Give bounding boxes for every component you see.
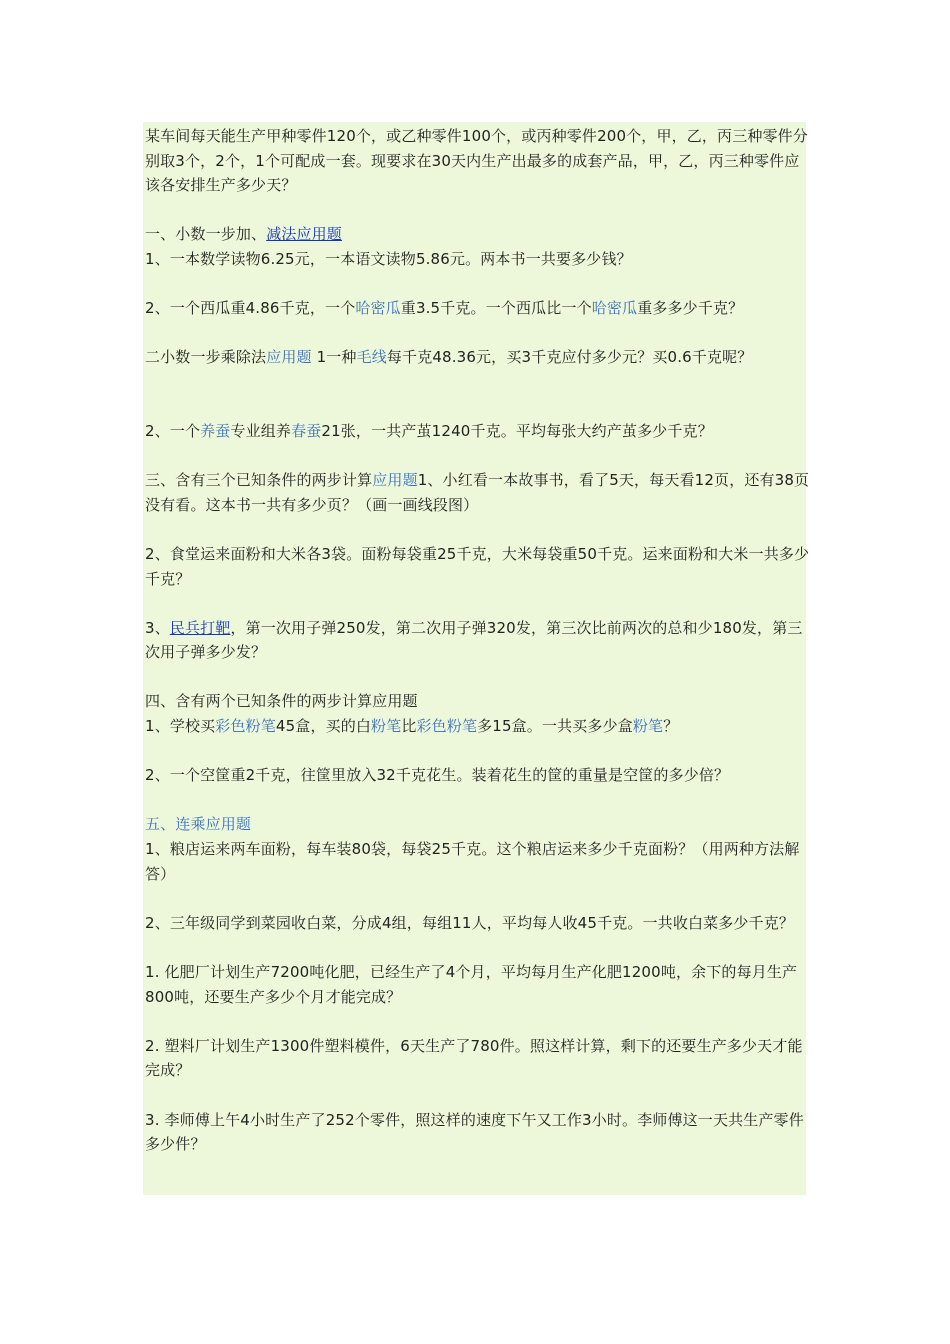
problem-1: 1. 化肥厂计划生产7200吨化肥，已经生产了4个月，平均每月生产化肥1200吨，余下的每月生产800吨，还要生产多少个月才能完成？ <box>145 963 798 1006</box>
keyword-link[interactable]: 养蚕 <box>200 421 231 440</box>
section-4-q2: 2、一个空筐重2千克，往筐里放入32千克花生。装着花生的筐的重量是空筐的多少倍？ <box>145 766 730 785</box>
section-5-heading: 五、连乘应用题 <box>145 815 252 834</box>
section-4-heading: 四、含有两个已知条件的两步计算应用题 <box>145 692 418 711</box>
problem-3: 3. 李师傅上午4小时生产了252个零件，照这样的速度下午又工作3小时。李师傅这一天共生产零件多少件？ <box>145 1110 804 1154</box>
keyword-link[interactable]: 粉笔 <box>632 717 664 736</box>
section-1-heading: 一、小数一步加、减法应用题 <box>145 225 342 244</box>
section-4-q1: 1、学校买彩色粉笔45盒，买的白粉笔比彩色粉笔多15盒。一共买多少盒粉笔？ <box>145 717 679 736</box>
document-body <box>145 124 813 1157</box>
section-3-heading: 三、含有三个已知条件的两步计算应用题1、小红看一本故事书，看了5天，每天看12页，还有38页没有看。这本书一共有多少页？（画一画线段图） <box>145 471 810 514</box>
keyword-link[interactable]: 哈密瓜 <box>355 299 401 318</box>
section-3-link[interactable]: 民兵打靶 <box>169 618 231 637</box>
keyword-link[interactable]: 彩色粉笔 <box>416 717 478 736</box>
section-3-q3: 3、民兵打靶，第一次用子弹250发，第二次用子弹320发，第三次比前两次的总和少180发，第三次用子弹多少发？ <box>145 618 803 662</box>
keyword-link[interactable]: 哈密瓜 <box>591 299 638 318</box>
keyword-link[interactable]: 春蚕 <box>291 421 322 440</box>
section-1-link[interactable]: 减法应用题 <box>266 225 342 244</box>
keyword-link[interactable]: 毛线 <box>356 348 387 367</box>
section-5-q1: 1、粮店运来两车面粉，每车装80袋，每袋25千克。这个粮店运来多少千克面粉？（用两种方法解答） <box>145 840 800 883</box>
section-1-q2: 2、一个西瓜重4.86千克，一个哈密瓜重3.5千克。一个西瓜比一个哈密瓜重多多少千克？ <box>145 299 744 318</box>
intro-paragraph: 某车间每天能生产甲种零件120个，或乙种零件100个，或丙种零件200个，甲，乙，丙三种零件分别取3个，2个，1个可配成一套。现要求在30天内生产出最多的成套产品，甲，乙，丙三种零件应该各安排生产多少天？ <box>145 127 808 195</box>
keyword-link[interactable]: 应用题 <box>266 348 312 367</box>
section-1-q1: 1、一本数学读物6.25元，一本语文读物5.86元。两本书一共要多少钱？ <box>145 249 632 268</box>
problem-2: 2. 塑料厂计划生产1300件塑料模件，6天生产了780件。照这样计算，剩下的还要生产多少天才能完成？ <box>145 1036 803 1080</box>
keyword-link[interactable]: 彩色粉笔 <box>215 717 276 736</box>
keyword-link[interactable]: 应用题 <box>372 471 418 490</box>
section-5-q2: 2、三年级同学到菜园收白菜，分成4组，每组11人，平均每人收45千克。一共收白菜多少千克？ <box>145 913 795 932</box>
keyword-link[interactable]: 连乘应用题 <box>175 815 252 834</box>
section-2-q2: 2、一个养蚕专业组养春蚕21张，一共产茧1240千克。平均每张大约产茧多少千克？ <box>145 421 713 440</box>
keyword-link[interactable]: 粉笔 <box>371 717 402 736</box>
section-2-heading: 二小数一步乘除法应用题 1一种毛线每千克48.36元，买3千克应付多少元？买0.6千克呢？ <box>145 348 753 367</box>
section-3-q2: 2、食堂运来面粉和大米各3袋。面粉每袋重25千克，大米每袋重50千克。运来面粉和大米一共多少千克？ <box>145 544 810 588</box>
